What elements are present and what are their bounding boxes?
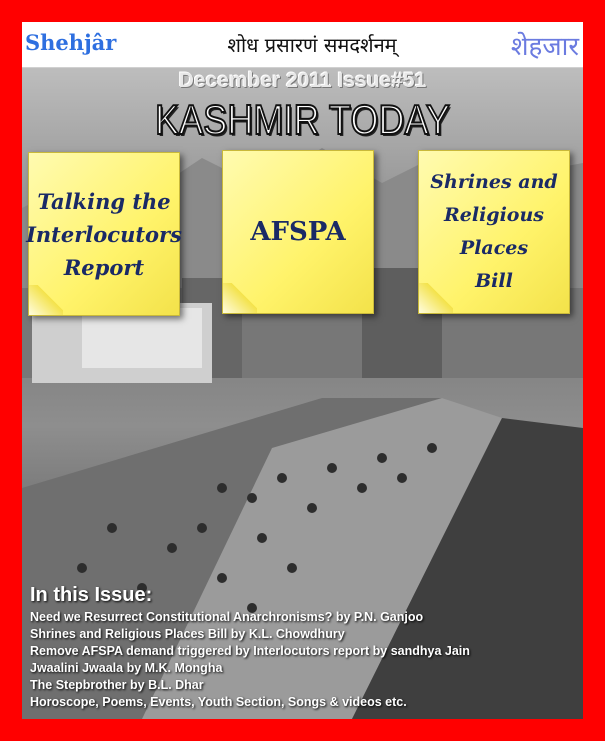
cover-title: KASHMIR TODAY — [154, 96, 451, 143]
brand-name-devanagari: शेहजार — [510, 32, 579, 62]
note-line: Places — [459, 237, 529, 259]
note-line: Report — [63, 254, 145, 280]
contents-list — [30, 609, 575, 711]
list-item: Need we Resurrect Constitutional Anarchronisms? by P.N. Ganjoo — [30, 610, 424, 624]
list-item: Remove AFSPA demand triggered by Interlocutors report by sandhya Jain — [30, 644, 470, 658]
magazine-cover — [22, 22, 583, 719]
list-item: Shrines and Religious Places Bill by K.L. Chowdhury — [30, 627, 345, 641]
issue-line: December 2011 Issue#51 — [178, 69, 427, 92]
note-line: AFSPA — [250, 217, 346, 247]
sticky-note-interlocutors-report — [28, 152, 180, 316]
list-item: Jwaalini Jwaala by M.K. Mongha — [30, 661, 223, 675]
masthead — [22, 22, 583, 68]
note-line: Religious — [443, 204, 544, 226]
contents-section — [30, 584, 575, 711]
sticky-note-shrines-bill — [418, 150, 570, 314]
note-line: Bill — [475, 270, 513, 292]
note-line: Shrines and — [430, 171, 558, 193]
masthead-motto: शोध प्रसारणं समदर्शनम् — [227, 33, 397, 57]
note-line: Talking the — [37, 188, 171, 214]
brand-name-latin: Shehjâr — [25, 30, 117, 55]
note-line: Interlocutors — [26, 221, 182, 247]
sticky-note-afspa — [222, 150, 374, 314]
list-item: Horoscope, Poems, Events, Youth Section, Songs & videos etc. — [30, 695, 407, 709]
list-item: The Stepbrother by B.L. Dhar — [30, 678, 204, 692]
contents-heading: In this Issue: — [30, 584, 153, 606]
